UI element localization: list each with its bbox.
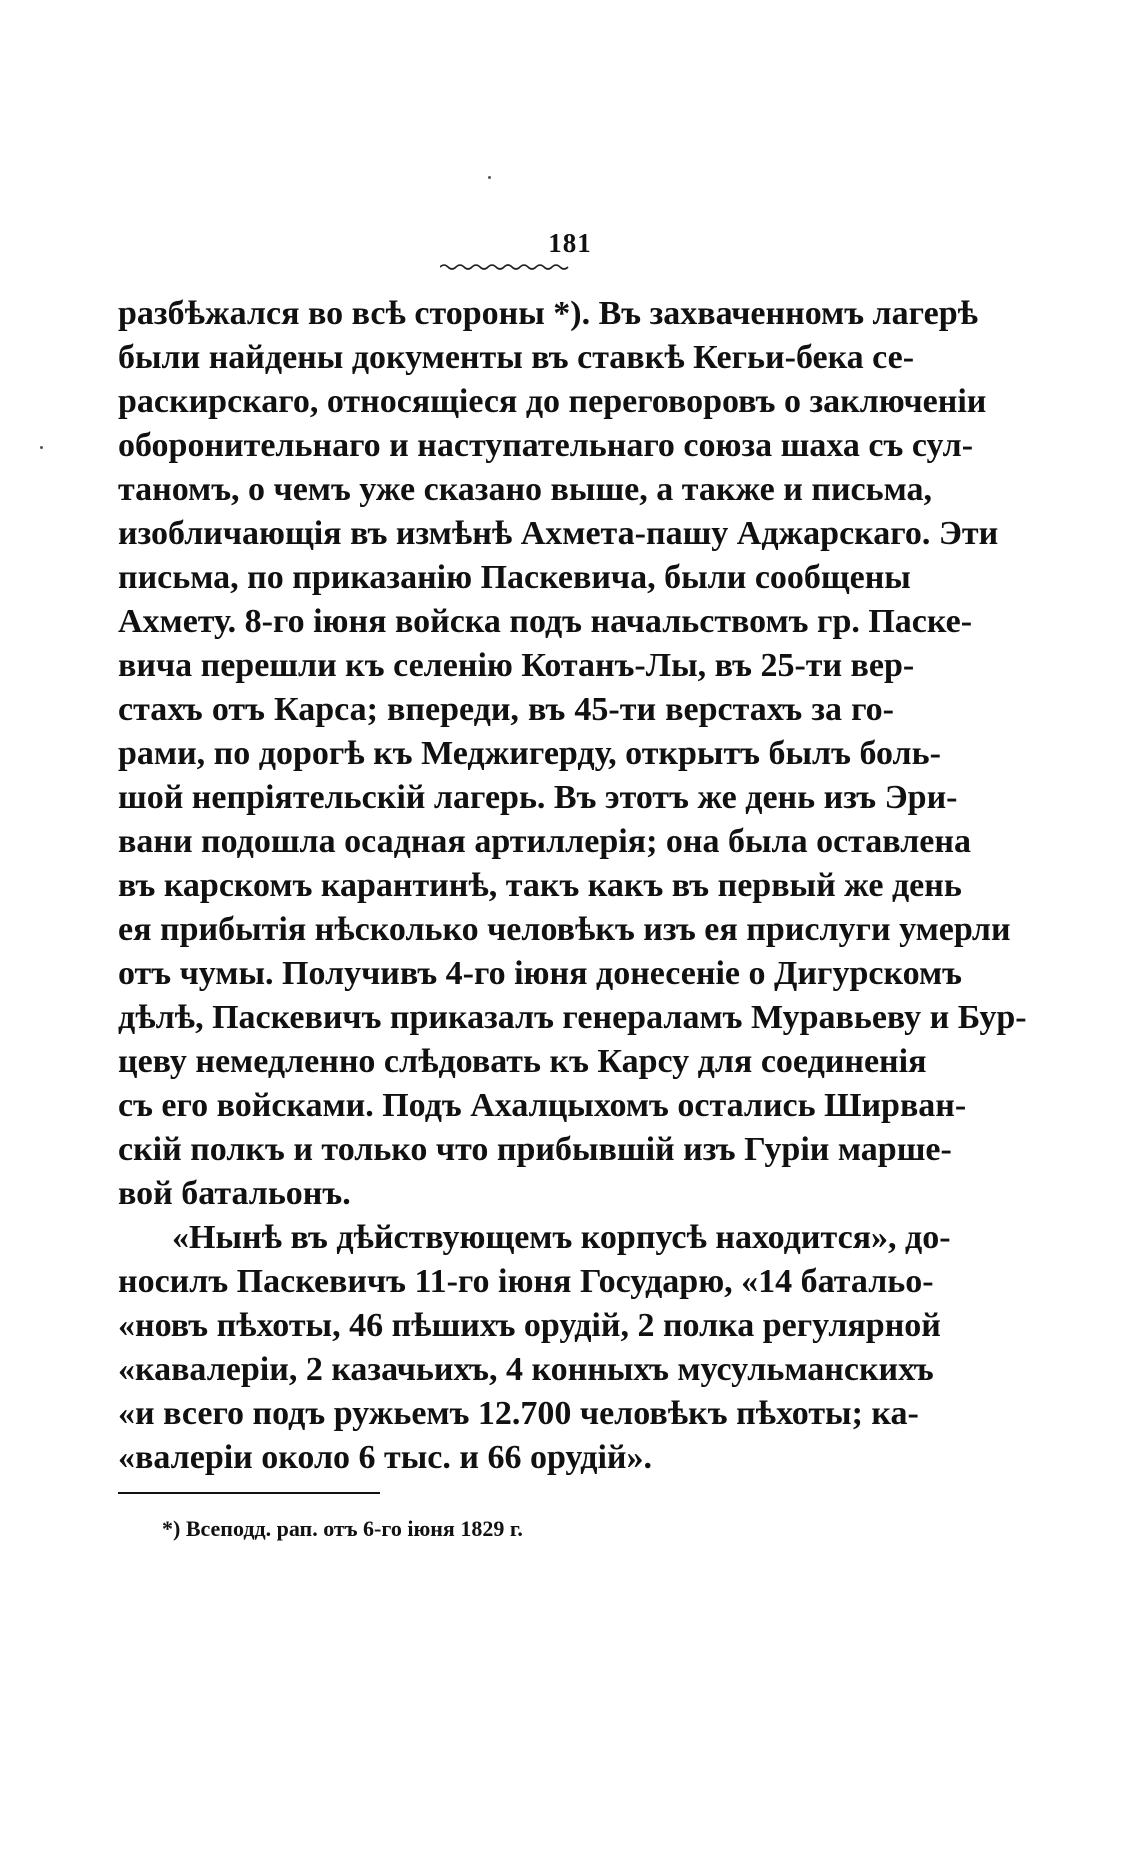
quote-line: «валеріи около 6 тыс. и 66 орудій».: [118, 1439, 653, 1476]
scan-speck: [488, 176, 491, 179]
footnote-divider: [118, 1492, 380, 1494]
text-line: рами, по дорогѣ къ Меджигерду, открытъ былъ боль-: [118, 735, 941, 772]
text-line: раскирскаго, относящіеся до переговоровъ о заключеніи: [118, 383, 987, 420]
text-line: вани подошла осадная артиллерія; она была оставлена: [118, 823, 971, 860]
text-line: отъ чумы. Получивъ 4-го іюня донесеніе о Дигурскомъ: [118, 955, 962, 992]
text-line: изобличающія въ измѣнѣ Ахмета-пашу Аджарскаго. Эти: [118, 515, 999, 552]
text-line: были найдены документы въ ставкѣ Кегьи-бека се-: [118, 339, 915, 376]
text-line: вой батальонъ.: [118, 1175, 351, 1212]
text-line: дѣлѣ, Паскевичъ приказалъ генераламъ Муравьеву и Бур-: [118, 999, 1027, 1036]
ornamental-wavy-rule: [440, 262, 570, 272]
scan-speck: [40, 446, 43, 449]
text-line: цеву немедленно слѣдовать къ Карсу для соединенія: [118, 1043, 927, 1080]
text-line: шой непріятельскій лагерь. Въ этотъ же день изъ Эри-: [118, 779, 958, 816]
quote-line: «новъ пѣхоты, 46 пѣшихъ орудій, 2 полка регулярной: [118, 1307, 941, 1344]
quote-line: носилъ Паскевичъ 11-го іюня Государю, «14 батальо-: [118, 1263, 934, 1300]
quote-line: «и всего подъ ружьемъ 12.700 человѣкъ пѣхоты; ка-: [118, 1395, 919, 1432]
page-number: 181: [548, 228, 592, 258]
text-line: съ его войсками. Подъ Ахалцыхомъ остались Ширван-: [118, 1087, 967, 1124]
text-line: оборонительнаго и наступательнаго союза шаха съ сул-: [118, 427, 974, 464]
quote-line: «Нынѣ въ дѣйствующемъ корпусѣ находится», до-: [172, 1219, 951, 1256]
text-line: ея прибытія нѣсколько человѣкъ изъ ея прислуги умерли: [118, 911, 1011, 948]
body-text: [118, 292, 1027, 1480]
text-line: разбѣжался во всѣ стороны *). Въ захваченномъ лагерѣ: [118, 295, 979, 332]
text-line: стахъ отъ Карса; впереди, въ 45-ти верстахъ за го-: [118, 691, 894, 728]
footnote: *) Всеподд. рап. отъ 6-го іюня 1829 г.: [162, 1516, 523, 1541]
text-line: таномъ, о чемъ уже сказано выше, а также и письма,: [118, 471, 933, 508]
text-line: письма, по приказанію Паскевича, были сообщены: [118, 559, 911, 596]
text-line: вича перешли къ селенію Котанъ-Лы, въ 25-ти вер-: [118, 647, 915, 684]
text-line: Ахмету. 8-го іюня войска подъ начальствомъ гр. Паске-: [118, 603, 973, 640]
text-line: въ карскомъ карантинѣ, такъ какъ въ первый же день: [118, 867, 962, 904]
quote-line: «кавалеріи, 2 казачьихъ, 4 конныхъ мусульманскихъ: [118, 1351, 934, 1388]
text-line: скій полкъ и только что прибывшій изъ Гуріи марше-: [118, 1131, 952, 1168]
